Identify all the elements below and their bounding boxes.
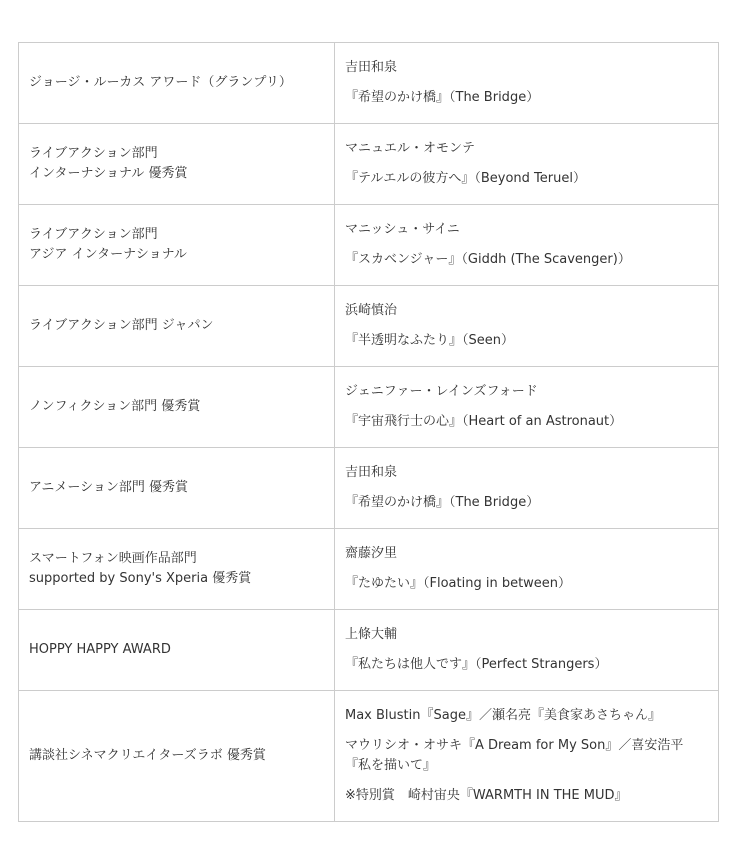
award-category-cell bbox=[19, 124, 335, 205]
award-category-cell bbox=[19, 610, 335, 691]
winner-name: マニュエル・オモンテ bbox=[345, 141, 476, 156]
work-title: 『宇宙飛行士の心』（Heart of an Astronaut） bbox=[345, 414, 623, 429]
category-label: スマートフォン映画作品部門 bbox=[29, 551, 197, 566]
category-label: HOPPY HAPPY AWARD bbox=[29, 642, 171, 657]
work-title: 『半透明なふたり』（Seen） bbox=[345, 333, 514, 348]
winner-name: 吉田和泉 bbox=[345, 465, 398, 480]
winner-name: 浜崎慎治 bbox=[345, 303, 398, 318]
winner-entry: マウリシオ・オサキ『A Dream for My Son』／喜安浩平『私を描いて』 bbox=[345, 738, 684, 773]
award-row bbox=[19, 286, 719, 367]
work-title: 『希望のかけ橋』（The Bridge） bbox=[345, 90, 540, 105]
winner-name: 吉田和泉 bbox=[345, 60, 398, 75]
award-winner-cell bbox=[335, 43, 719, 124]
award-category-cell bbox=[19, 529, 335, 610]
work-title: 『たゆたい』（Floating in between） bbox=[345, 576, 572, 591]
award-row bbox=[19, 367, 719, 448]
work-title: 『希望のかけ橋』（The Bridge） bbox=[345, 495, 540, 510]
awards-table bbox=[18, 42, 719, 822]
award-winner-cell bbox=[335, 448, 719, 529]
award-row bbox=[19, 691, 719, 822]
award-category-cell bbox=[19, 286, 335, 367]
category-label: ジョージ・ルーカス アワード（グランプリ） bbox=[29, 75, 292, 90]
award-row bbox=[19, 529, 719, 610]
award-winner-cell bbox=[335, 691, 719, 822]
category-label: 講談社シネマクリエイターズラボ 優秀賞 bbox=[29, 748, 266, 763]
award-winner-cell bbox=[335, 610, 719, 691]
award-category-cell bbox=[19, 448, 335, 529]
category-label: ノンフィクション部門 優秀賞 bbox=[29, 399, 201, 414]
award-category-cell bbox=[19, 367, 335, 448]
award-row bbox=[19, 124, 719, 205]
category-label: ライブアクション部門 bbox=[29, 146, 158, 161]
work-title: 『私たちは他人です』（Perfect Strangers） bbox=[345, 657, 608, 672]
category-sublabel: アジア インターナショナル bbox=[29, 247, 187, 262]
award-category-cell bbox=[19, 205, 335, 286]
category-sublabel: supported by Sony's Xperia 優秀賞 bbox=[29, 571, 252, 586]
award-winner-cell bbox=[335, 124, 719, 205]
work-title: 『テルエルの彼方へ』（Beyond Teruel） bbox=[345, 171, 586, 186]
work-title: 『スカベンジャー』（Giddh (The Scavenger)） bbox=[345, 252, 631, 267]
category-label: ライブアクション部門 ジャパン bbox=[29, 318, 214, 333]
award-winner-cell bbox=[335, 529, 719, 610]
winner-name: 齋藤汐里 bbox=[345, 546, 398, 561]
award-category-cell bbox=[19, 43, 335, 124]
category-label: アニメーション部門 優秀賞 bbox=[29, 480, 188, 495]
award-row bbox=[19, 610, 719, 691]
award-category-cell bbox=[19, 691, 335, 822]
special-award-entry: ※特別賞 崎村宙央『WARMTH IN THE MUD』 bbox=[345, 788, 628, 803]
award-row bbox=[19, 43, 719, 124]
category-label: ライブアクション部門 bbox=[29, 227, 158, 242]
award-winner-cell bbox=[335, 367, 719, 448]
winner-name: 上條大輔 bbox=[345, 627, 398, 642]
category-sublabel: インターナショナル 優秀賞 bbox=[29, 166, 188, 181]
award-winner-cell bbox=[335, 205, 719, 286]
award-row bbox=[19, 448, 719, 529]
winner-name: ジェニファー・レインズフォード bbox=[345, 384, 538, 399]
award-winner-cell bbox=[335, 286, 719, 367]
winner-entry: Max Blustin『Sage』／瀬名亮『美食家あさちゃん』 bbox=[345, 708, 661, 723]
award-row bbox=[19, 205, 719, 286]
winner-name: マニッシュ・サイニ bbox=[345, 222, 460, 237]
